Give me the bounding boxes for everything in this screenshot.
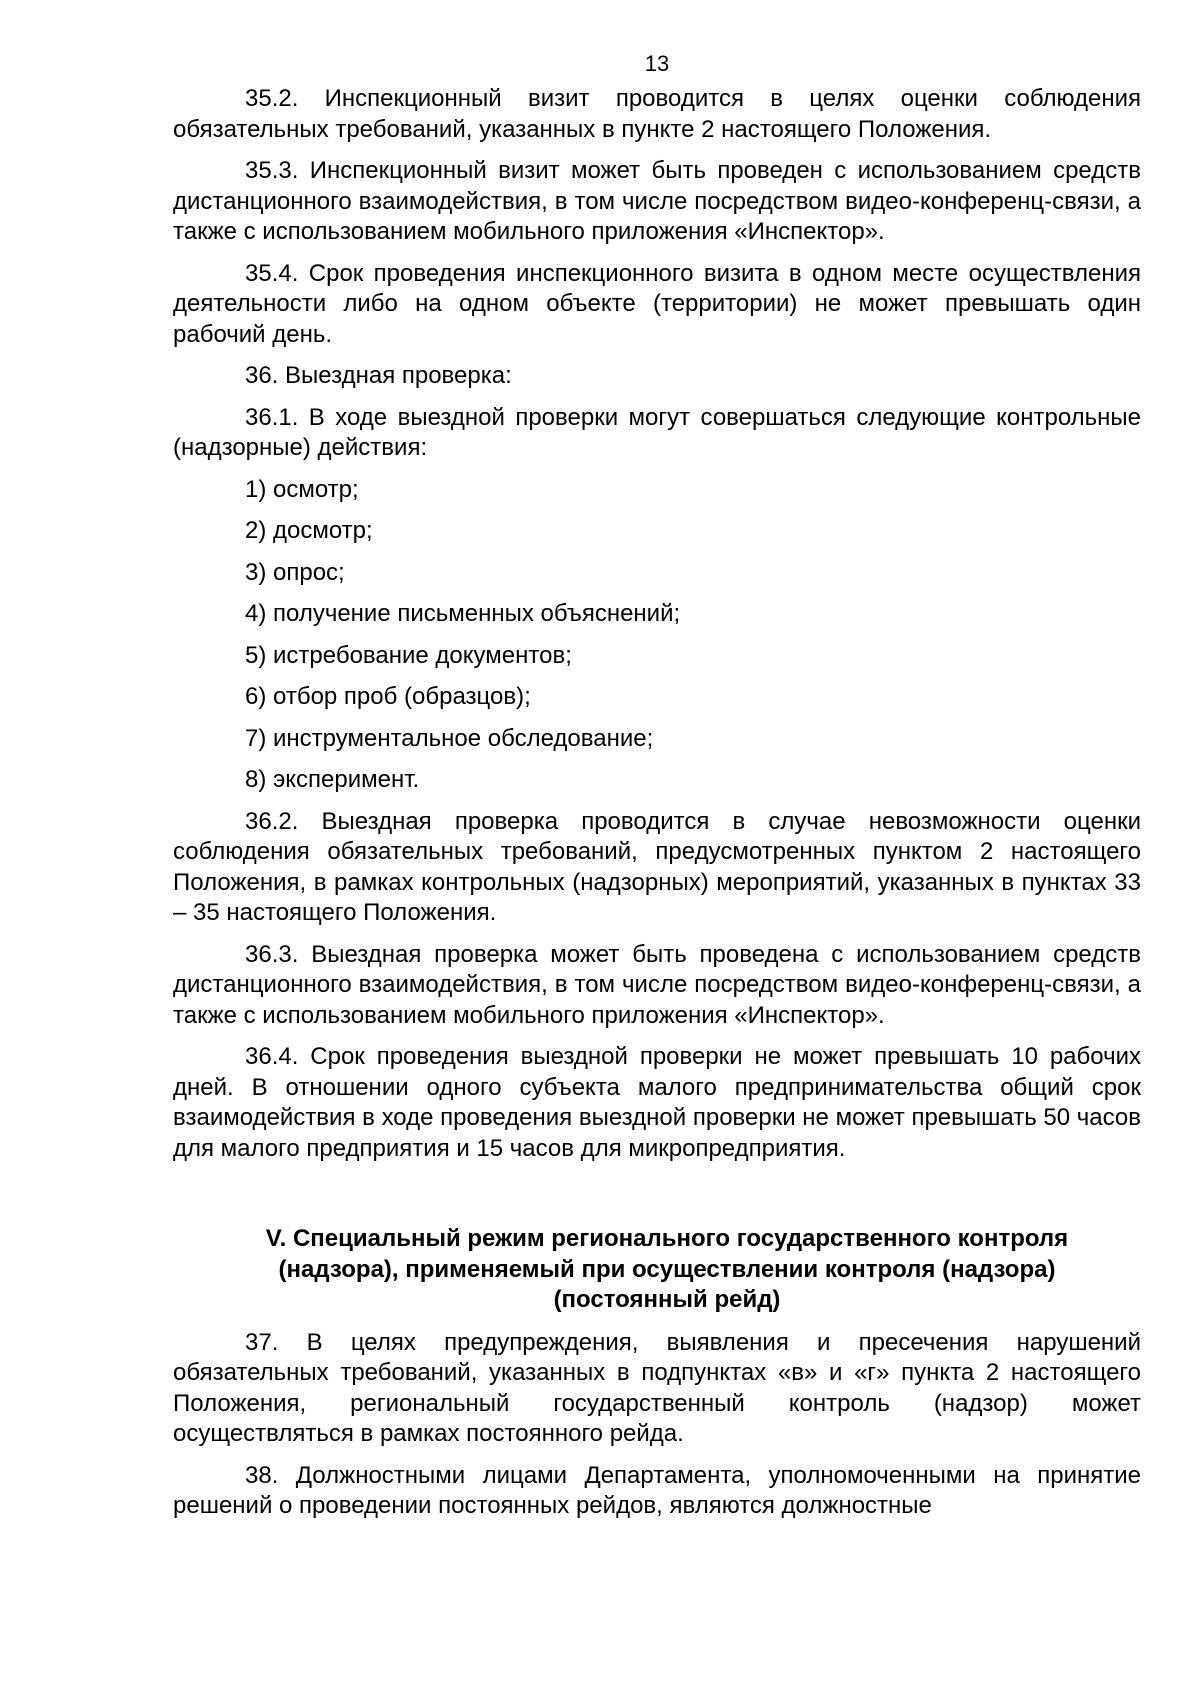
list-item-3: 3) опрос;	[245, 558, 345, 586]
list-item-1: 1) осмотр;	[245, 475, 359, 503]
paragraph-36: 36. Выездная проверка:	[245, 362, 512, 389]
section-heading-line-1: V. Специальный режим регионального государственного контроля	[265, 1225, 1069, 1252]
paragraph-35-3: 35.3. Инспекционный визит может быть проведен с использованием средств дистанционного взаимодействия, в том числе посредством видео-конференц-связи, а также с использованием мобильного приложения «Инспектор».	[173, 157, 1141, 245]
paragraph-36-3: 36.3. Выездная проверка может быть проведена с использованием средств дистанционного взаимодействия, в том числе посредством видео-конференц-связи, а также с использованием мобильного приложения «Инспектор».	[173, 940, 1141, 1029]
section-heading	[173, 1224, 1141, 1316]
paragraph-38: 38. Должностными лицами Департамента, уполномоченными на принятие решений о проведении постоянных рейдов, являются должностные	[173, 1461, 1141, 1519]
list-item-7: 7) инструментальное обследование;	[245, 724, 654, 752]
paragraph-36-1: 36.1. В ходе выездной проверки могут совершаться следующие контрольные (надзорные) действия:	[173, 403, 1141, 461]
page-number: 13	[644, 51, 670, 76]
list-item-8: 8) эксперимент.	[245, 766, 420, 793]
section-heading-line-3: (постоянный рейд)	[553, 1286, 781, 1313]
list-item-6: 6) отбор проб (образцов);	[245, 683, 531, 710]
paragraph-36-2: 36.2. Выездная проверка проводится в случае невозможности оценки соблюдения обязательных требований, предусмотренных пунктом 2 настоящего Положения, в рамках контрольных (надзорных) мероприятий, указанных в пунктах 33 – 35 настоящего Положения.	[173, 807, 1141, 926]
list-item-5: 5) истребование документов;	[245, 641, 572, 669]
list-item-4: 4) получение письменных объяснений;	[245, 600, 681, 627]
paragraph-35-2: 35.2. Инспекционный визит проводится в целях оценки соблюдения обязательных требований, указанных в пункте 2 настоящего Положения.	[173, 85, 1141, 143]
section-heading-line-2: (надзора), применяемый при осуществлении контроля (надзора)	[278, 1255, 1056, 1283]
list-item-2: 2) досмотр;	[245, 517, 373, 544]
paragraph-36-4: 36.4. Срок проведения выездной проверки не может превышать 10 рабочих дней. В отношении одного субъекта малого предпринимательства общий срок взаимодействия в ходе проведения выездной проверки не может превышать 50 часов для малого предприятия и 15 часов для микропредприятия.	[173, 1043, 1141, 1162]
paragraph-37: 37. В целях предупреждения, выявления и пресечения нарушений обязательных требований, указанных в подпунктах «в» и «г» пункта 2 настоящего Положения, региональный государственный контроль (надзор) может осуществляться в рамках постоянного рейда.	[173, 1328, 1141, 1447]
document-page	[173, 52, 1141, 1533]
paragraph-35-4: 35.4. Срок проведения инспекционного визита в одном месте осуществления деятельности либо на одном объекте (территории) не может превышать один рабочий день.	[173, 259, 1141, 348]
